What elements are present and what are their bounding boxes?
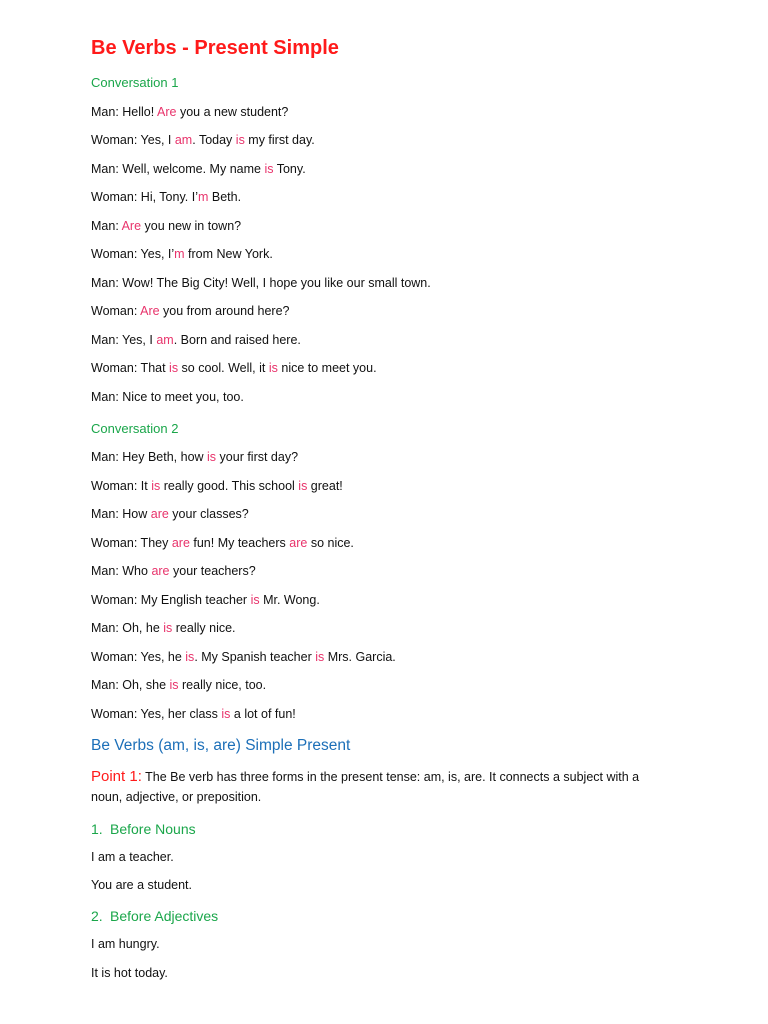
- be-verb-highlight: are: [171, 535, 190, 550]
- section-number: 1.: [91, 820, 103, 837]
- dialogue-text: Beth.: [208, 190, 242, 204]
- dialogue-line: [91, 218, 691, 235]
- dialogue-text: . My Spanish teacher: [194, 649, 316, 664]
- dialogue-text: Man: Oh, he: [91, 621, 164, 635]
- section-title: Before Nouns: [110, 820, 196, 837]
- dialogue-text: Woman: Yes, I: [91, 133, 175, 147]
- conversation-1-heading: Conversation 1: [91, 75, 179, 90]
- dialogue-line: [91, 620, 691, 637]
- dialogue-line: [91, 677, 691, 694]
- dialogue-line: [91, 360, 691, 377]
- dialogue-text: nice to meet you.: [277, 361, 377, 375]
- be-verb-highlight: is: [315, 649, 325, 664]
- dialogue-text: you from around here?: [159, 304, 290, 318]
- be-verb-highlight: are: [289, 535, 308, 550]
- dialogue-text: Woman: They: [91, 535, 172, 550]
- dialogue-text: Tony.: [273, 161, 306, 176]
- be-verb-highlight: m: [197, 190, 209, 204]
- be-verb-highlight: are: [150, 507, 169, 521]
- be-verb-highlight: are: [151, 564, 170, 578]
- dialogue-text: your classes?: [168, 507, 249, 521]
- grammar-heading: Be Verbs (am, is, are) Simple Present: [91, 736, 351, 754]
- dialogue-text: Man:: [91, 218, 122, 233]
- dialogue-text: from New York.: [184, 247, 273, 261]
- dialogue-line: [91, 332, 691, 349]
- dialogue-text: Man: Wow! The Big City! Well, I hope you like our small town.: [91, 275, 431, 290]
- dialogue-line: [91, 389, 691, 406]
- be-verb-highlight: Are: [157, 104, 177, 119]
- be-verb-highlight: is: [264, 161, 274, 176]
- dialogue-text: Man: Nice to meet you, too.: [91, 389, 244, 404]
- example-line: I am a teacher.: [91, 849, 174, 864]
- dialogue-line: [91, 506, 691, 523]
- dialogue-text: a lot of fun!: [230, 706, 296, 721]
- dialogue-text: Man: How: [91, 507, 151, 521]
- be-verb-highlight: is: [250, 592, 260, 607]
- dialogue-text: Man: Who: [91, 564, 152, 578]
- dialogue-text: really nice, too.: [178, 678, 267, 692]
- dialogue-line: [91, 706, 691, 723]
- dialogue-text: you new in town?: [141, 218, 242, 233]
- be-verb-highlight: am: [156, 332, 174, 347]
- be-verb-highlight: is: [169, 361, 179, 375]
- section-number: 2.: [91, 908, 103, 924]
- dialogue-text: your first day?: [216, 450, 299, 464]
- dialogue-text: so nice.: [307, 535, 354, 550]
- dialogue-text: Woman: That: [91, 361, 170, 375]
- be-verb-highlight: am: [174, 133, 193, 147]
- be-verb-highlight: is: [235, 133, 245, 147]
- be-verb-highlight: is: [169, 678, 179, 692]
- be-verb-highlight: is: [268, 361, 278, 375]
- dialogue-text: so cool. Well, it: [178, 361, 269, 375]
- dialogue-line: [91, 592, 691, 609]
- section-title: Before Adjectives: [110, 908, 219, 924]
- point-label: Point 1:: [91, 767, 142, 785]
- section-heading: [91, 906, 691, 926]
- dialogue-text: Mrs. Garcia.: [324, 649, 396, 664]
- dialogue-text: Woman: Yes, I’: [91, 247, 175, 261]
- dialogue-text: Woman: My English teacher: [91, 592, 251, 607]
- dialogue-line: [91, 303, 691, 320]
- dialogue-text: Woman: Yes, her class: [91, 706, 222, 721]
- dialogue-text: Woman: Hi, Tony. I’: [91, 190, 198, 204]
- dialogue-text: Man: Well, welcome. My name: [91, 161, 265, 176]
- dialogue-line: [91, 449, 691, 466]
- dialogue-text: you a new student?: [176, 104, 289, 119]
- dialogue-line: [91, 246, 691, 263]
- dialogue-text: my first day.: [244, 133, 315, 147]
- dialogue-line: [91, 132, 691, 149]
- dialogue-line: [91, 161, 691, 178]
- conversation-1: [91, 104, 691, 406]
- dialogue-line: [91, 535, 691, 552]
- be-verb-highlight: is: [163, 621, 173, 635]
- be-verb-highlight: is: [185, 649, 195, 664]
- dialogue-line: [91, 189, 691, 206]
- dialogue-text: Mr. Wong.: [259, 592, 320, 607]
- dialogue-text: . Born and raised here.: [173, 332, 301, 347]
- dialogue-text: really nice.: [172, 621, 236, 635]
- be-verb-highlight: is: [298, 478, 308, 493]
- dialogue-text: really good. This school: [160, 478, 299, 493]
- example-line: You are a student.: [91, 878, 193, 892]
- document-content: [91, 36, 691, 982]
- dialogue-text: Man: Yes, I: [91, 332, 157, 347]
- dialogue-line: [91, 104, 691, 121]
- be-verb-highlight: Are: [121, 218, 142, 233]
- dialogue-text: Woman:: [91, 304, 141, 318]
- dialogue-line: [91, 563, 691, 580]
- be-verb-highlight: is: [151, 478, 161, 493]
- dialogue-text: . Today: [192, 133, 236, 147]
- dialogue-line: [91, 478, 691, 495]
- be-verb-highlight: is: [221, 706, 231, 721]
- example-line: I am hungry.: [91, 937, 160, 951]
- conversation-2-heading: Conversation 2: [91, 420, 179, 436]
- dialogue-line: [91, 275, 691, 292]
- dialogue-text: Man: Hey Beth, how: [91, 450, 208, 464]
- be-verb-highlight: m: [174, 247, 185, 261]
- dialogue-text: fun! My teachers: [189, 535, 290, 550]
- point-text: The Be verb has three forms in the present tense: am, is, are. It connects a subject with a noun, adjective, or preposition.: [91, 769, 640, 804]
- section-heading: [91, 819, 691, 839]
- be-verb-highlight: Are: [140, 304, 160, 318]
- dialogue-text: Man: Hello!: [91, 104, 158, 119]
- conversation-2: [91, 449, 691, 723]
- dialogue-text: Woman: It: [91, 478, 152, 493]
- dialogue-text: Woman: Yes, he: [91, 649, 186, 664]
- dialogue-line: [91, 649, 691, 666]
- dialogue-text: great!: [307, 478, 343, 493]
- be-verb-highlight: is: [207, 450, 217, 464]
- example-line: It is hot today.: [91, 965, 168, 980]
- page-title: Be Verbs - Present Simple: [91, 37, 339, 59]
- dialogue-text: your teachers?: [169, 564, 256, 578]
- dialogue-text: Man: Oh, she: [91, 678, 170, 692]
- point-1: [91, 767, 671, 807]
